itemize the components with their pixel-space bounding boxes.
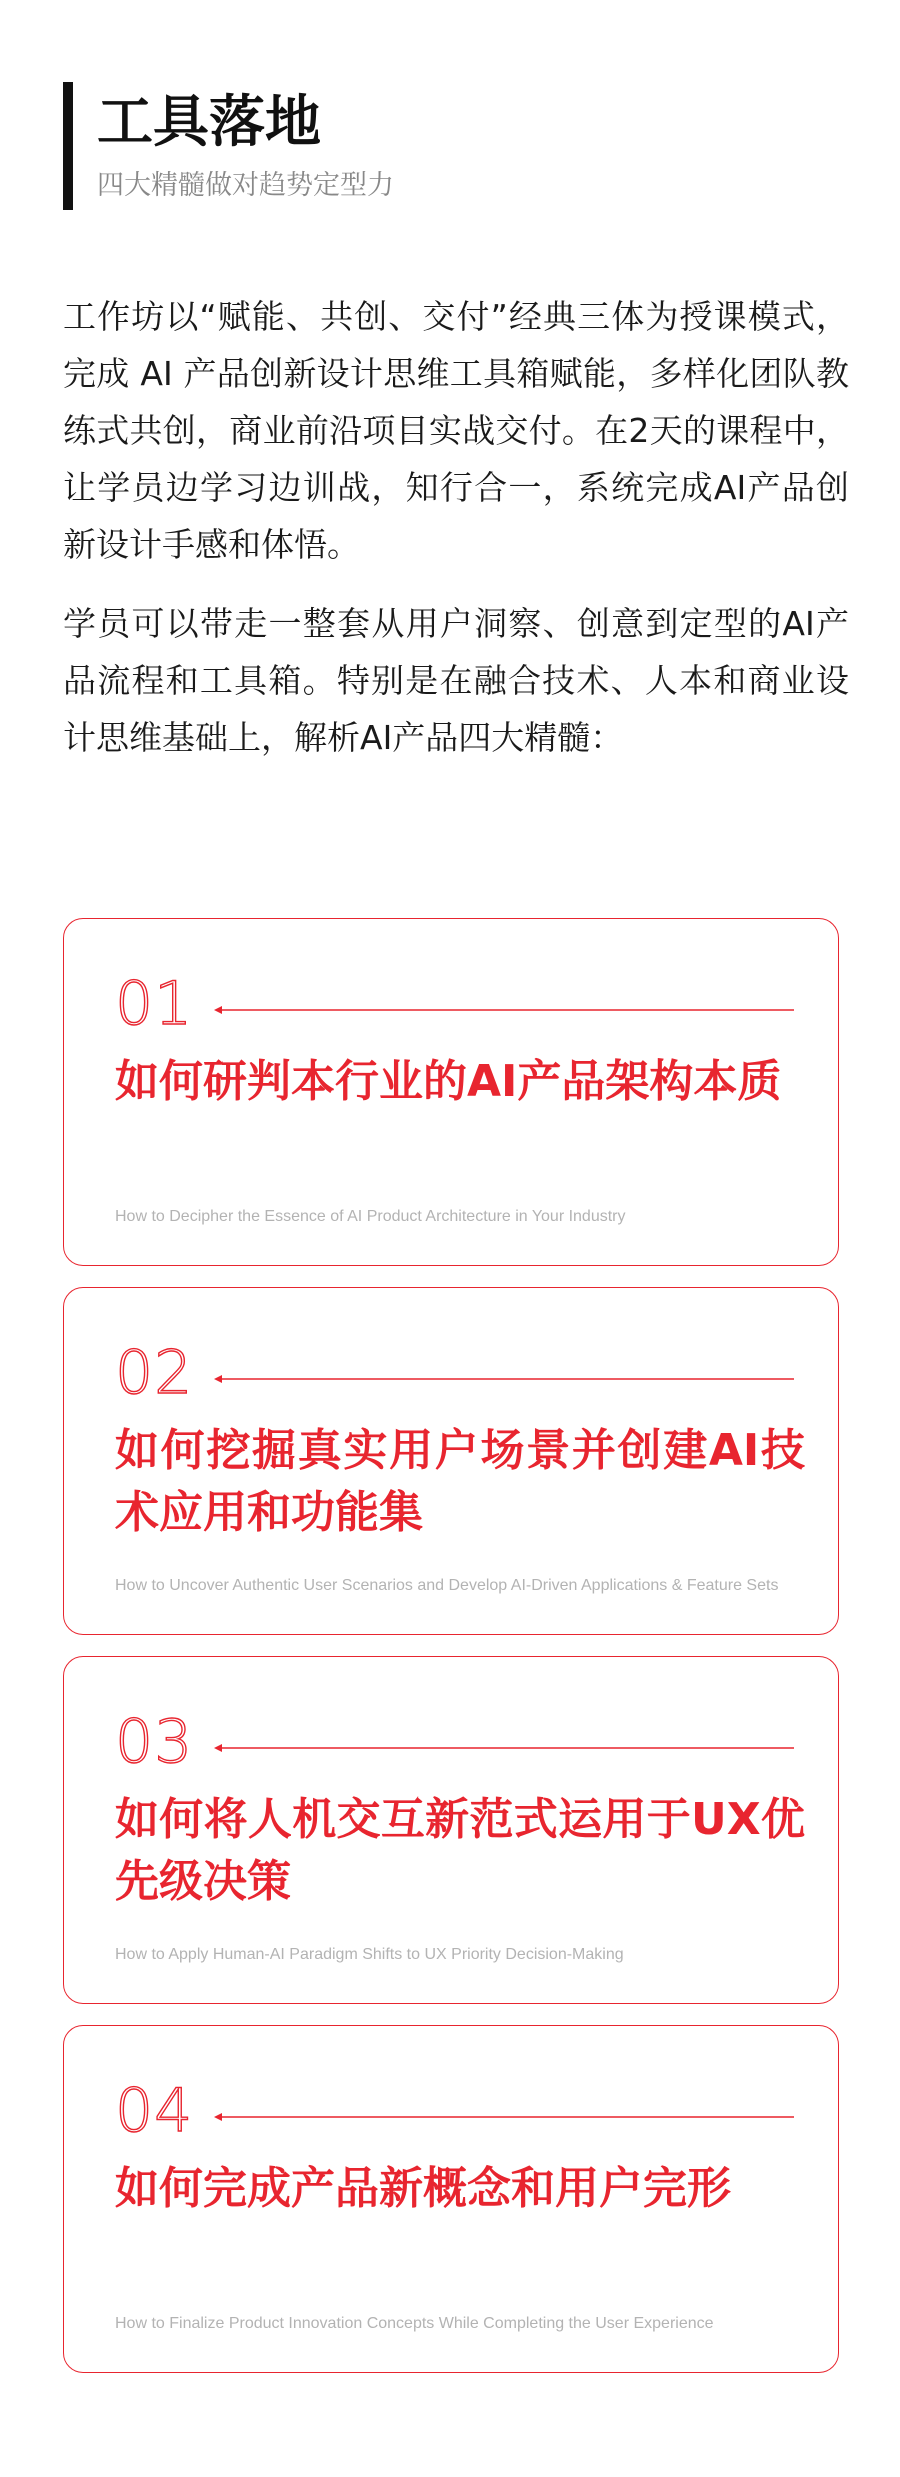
arrow-left-icon [214,1003,794,1017]
card-subtitle: How to Finalize Product Innovation Concepts While Completing the User Experience [115,2315,714,2332]
intro-paragraph-1: 工作坊以“赋能、共创、交付”经典三体为授课模式，完成 AI 产品创新设计思维工具箱赋能，多样化团队教练式共创，商业前沿项目实战交付。在2天的课程中，让学员边学习边训战，知行合一，系统完成AI产品创新设计手感和体悟。 [63,297,849,564]
section-header [63,82,843,210]
intro-text [63,288,849,788]
essence-card-3 [63,1656,839,2004]
essence-card-1 [63,918,839,1266]
card-title: 如何研判本行业的AI产品架构本质 [115,1056,782,1107]
card-number: 02 [115,1338,194,1408]
card-subtitle: How to Apply Human-AI Paradigm Shifts to UX Priority Decision-Making [115,1946,624,1963]
section-title: 工具落地 [97,90,321,155]
card-title: 如何将人机交互新范式运用于UX优先级决策 [115,1794,805,1907]
section-subtitle: 四大精髓做对趋势定型力 [97,170,394,201]
card-subtitle: How to Decipher the Essence of AI Product Architecture in Your Industry [115,1208,626,1225]
card-title: 如何完成产品新概念和用户完形 [115,2163,731,2214]
card-number: 01 [115,969,194,1039]
card-title: 如何挖掘真实用户场景并创建AI技术应用和功能集 [115,1425,805,1538]
card-number: 04 [115,2076,194,2146]
arrow-left-icon [214,1741,794,1755]
arrow-left-icon [214,1372,794,1386]
header-accent-bar [63,82,73,210]
card-number: 03 [115,1707,194,1777]
card-subtitle: How to Uncover Authentic User Scenarios and Develop AI-Driven Applications & Feature Sets [115,1577,779,1594]
essence-card-2 [63,1287,839,1635]
essence-card-4 [63,2025,839,2373]
arrow-left-icon [214,2110,794,2124]
intro-paragraph-2: 学员可以带走一整套从用户洞察、创意到定型的AI产品流程和工具箱。特别是在融合技术、人本和商业设计思维基础上，解析AI产品四大精髓： [63,604,849,757]
